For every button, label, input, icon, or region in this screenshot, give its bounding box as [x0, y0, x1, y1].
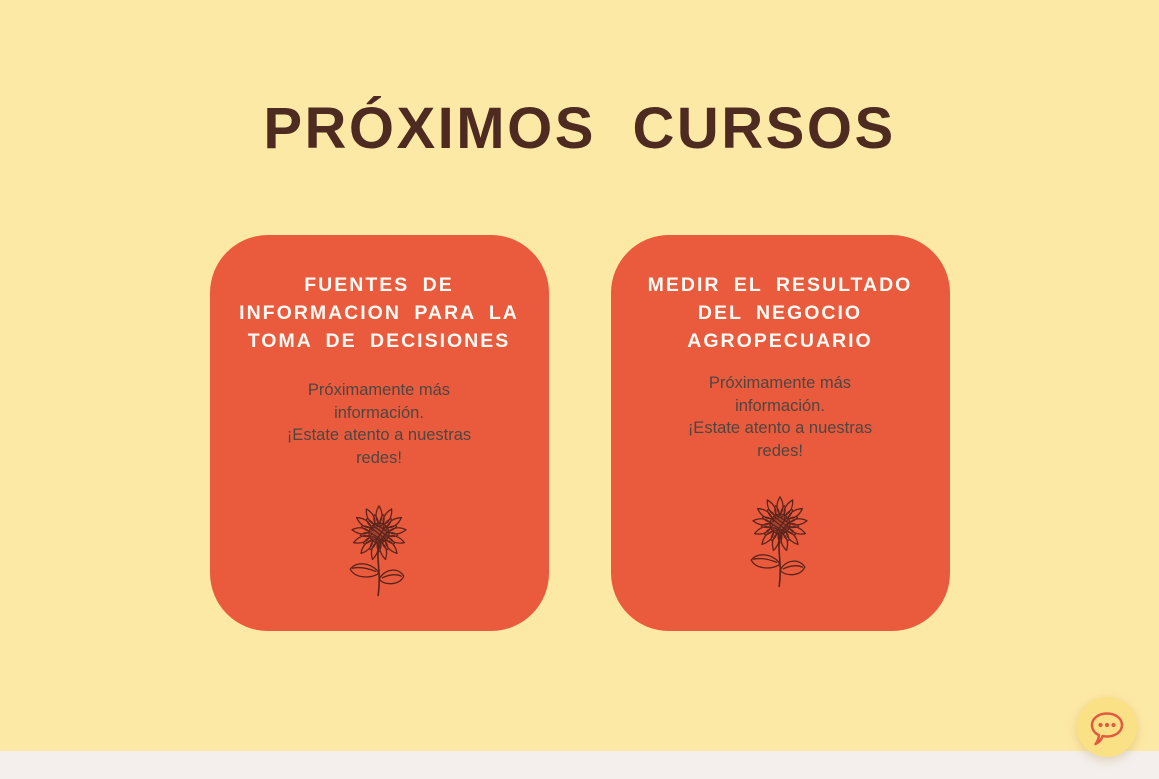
card-body-line: ¡Estate atento a nuestras	[687, 419, 873, 437]
card-body-line: redes!	[757, 441, 803, 460]
course-cards	[0, 235, 1159, 631]
chat-widget-button[interactable]	[1077, 697, 1137, 757]
course-card-medir-resultado	[611, 235, 950, 631]
card-body-line: Próximamente más	[307, 381, 451, 399]
card-title-line: FUENTES DE	[304, 274, 454, 296]
card-body-line: información.	[334, 403, 424, 422]
course-card-fuentes-de-informacion	[210, 235, 549, 631]
course-card-description	[287, 379, 471, 469]
card-title-line: AGROPECUARIO	[687, 330, 873, 352]
footer-strip	[0, 751, 1159, 779]
card-body-line: Próximamente más	[708, 374, 852, 392]
card-title-line: MEDIR EL RESULTADO	[647, 274, 913, 296]
course-card-description	[688, 372, 872, 462]
card-body-line: ¡Estate atento a nuestras	[286, 426, 472, 444]
chat-bubble-icon	[1087, 707, 1127, 747]
sunflower-icon	[732, 492, 828, 596]
page-title: PRÓXIMOS CURSOS	[263, 96, 896, 161]
card-body-line: información.	[735, 396, 825, 415]
card-title-line: DEL NEGOCIO	[697, 302, 863, 324]
course-card-title	[239, 271, 519, 355]
sunflower-icon	[331, 501, 427, 605]
course-card-title	[648, 271, 913, 355]
card-title-line: TOMA DE DECISIONES	[247, 330, 511, 352]
card-title-line: INFORMACION PARA LA	[239, 302, 519, 324]
card-body-line: redes!	[356, 448, 402, 467]
